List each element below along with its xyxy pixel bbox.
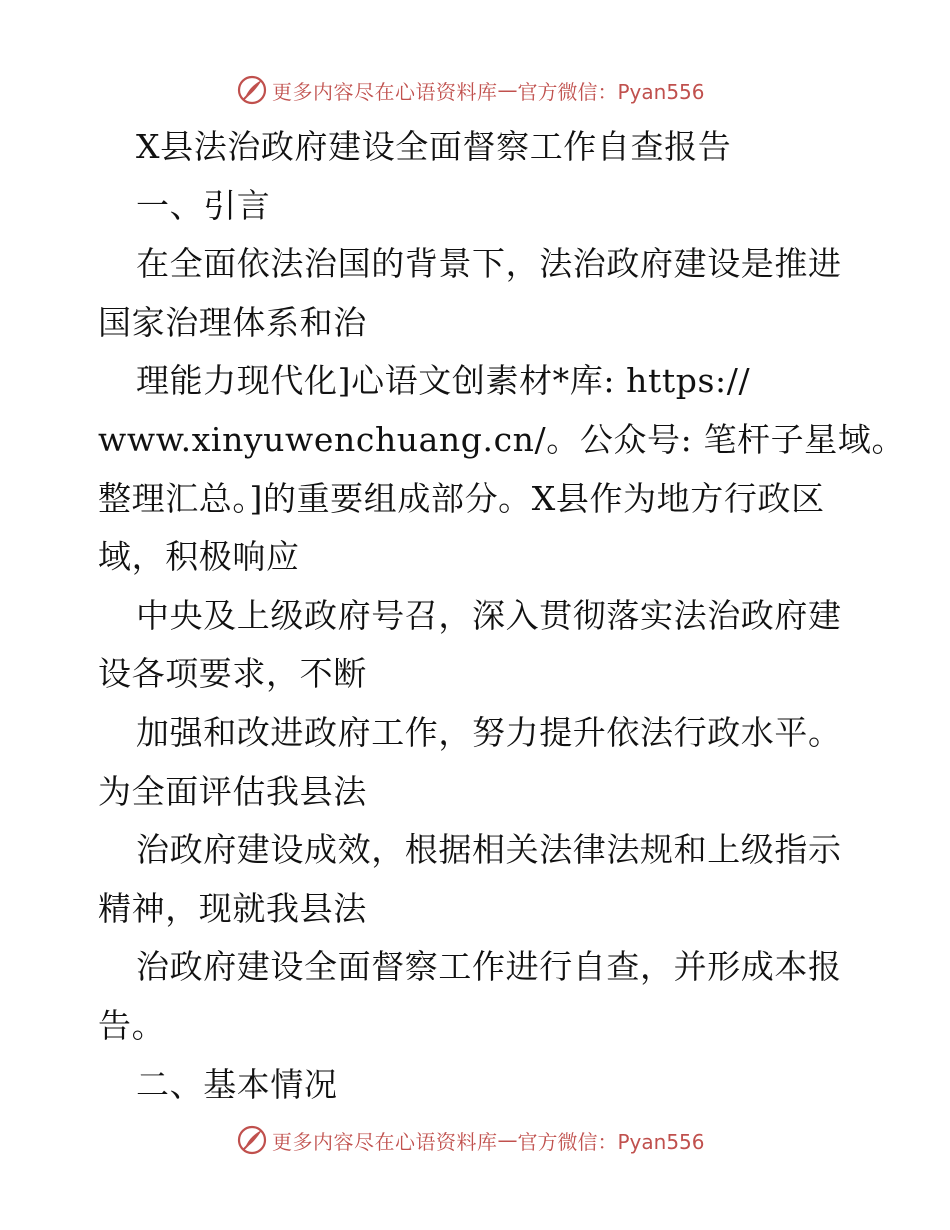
paragraph-line: 治政府建设全面督察工作进行自查，并形成本报 [136,947,842,987]
paragraph-line: 理能力现代化]心语文创素材*库: https:// [136,361,751,401]
paragraph-line: 告。 [98,1005,166,1045]
document-body [98,118,906,1114]
paragraph-line: 国家治理体系和治 [98,302,367,342]
footer-watermark [236,1123,705,1157]
section-heading-basic-situation: 二、基本情况 [136,1064,338,1104]
paragraph-line: www.xinyuwenchuang.cn/。公众号: 笔杆子星域。 [98,419,906,459]
paragraph-line: 加强和改进政府工作，努力提升依法行政水平。 [136,712,842,752]
section-heading-intro: 一、引言 [136,185,271,225]
paragraph-line: 设各项要求，不断 [98,654,367,694]
watermark-site-text: 更多内容尽在心语资料库 [272,1129,498,1154]
feather-pen-logo-icon [236,1124,268,1156]
document-title: X县法治政府建设全面督察工作自查报告 [136,127,732,166]
paragraph-line: 为全面评估我县法 [98,771,367,811]
watermark-contact-text: 官方微信：Pyan556 [517,79,705,104]
feather-pen-logo-icon [236,74,268,106]
watermark-dash: — [497,1128,518,1152]
paragraph-line: 域，积极响应 [98,537,300,577]
watermark-site-text: 更多内容尽在心语资料库 [272,79,498,104]
paragraph-line: 精神，现就我县法 [98,888,367,928]
watermark-contact-text: 官方微信：Pyan556 [517,1129,705,1154]
paragraph-line: 在全面依法治国的背景下，法治政府建设是推进 [136,244,842,284]
watermark-dash: — [497,78,518,102]
paragraph-line: 整理汇总。]的重要组成部分。X县作为地方行政区 [98,478,825,518]
header-watermark [236,73,705,107]
paragraph-line: 治政府建设成效，根据相关法律法规和上级指示 [136,830,842,870]
paragraph-line: 中央及上级政府号召，深入贯彻落实法治政府建 [136,595,842,635]
